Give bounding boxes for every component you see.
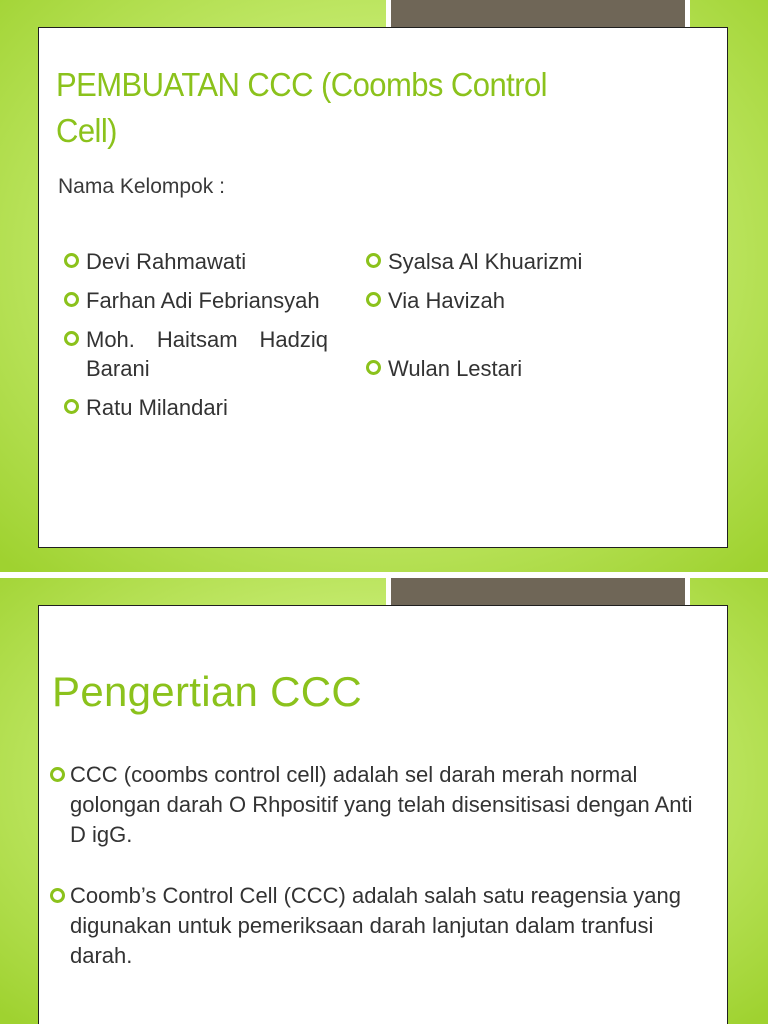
group-label: Nama Kelompok : [58, 175, 225, 198]
member-name: Via Havizah [388, 288, 505, 313]
bullet-ring-icon [366, 253, 381, 268]
slide-title: PEMBUATAN CCC (Coombs Control Cell) [56, 66, 547, 149]
definition-text: Coomb’s Control Cell (CCC) adalah salah satu reagensia yang digunakan untuk pemeriksaan darah lanjutan dalam tranfusi darah. [70, 883, 682, 968]
list-item [366, 286, 666, 315]
slide-2 [0, 578, 768, 1024]
member-name: Syalsa Al Khuarizmi [388, 249, 583, 274]
slide-title: Pengertian CCC [52, 668, 363, 715]
member-name: Farhan Adi Febriansyah [86, 288, 320, 313]
list-item [64, 393, 328, 422]
member-name: Wulan Lestari [388, 356, 523, 381]
list-item [64, 247, 328, 276]
bullet-ring-icon [64, 331, 79, 346]
bullet-ring-icon [366, 292, 381, 307]
member-list-right [366, 247, 666, 393]
bullet-ring-icon [64, 253, 79, 268]
list-item [50, 881, 700, 971]
bullet-ring-icon [50, 767, 65, 782]
bullet-ring-icon [366, 360, 381, 375]
member-name: Ratu Milandari [86, 395, 228, 420]
definition-list [50, 760, 700, 1002]
list-item [50, 760, 700, 850]
member-list-left [64, 247, 328, 432]
definition-text: CCC (coombs control cell) adalah sel darah merah normal golongan darah O Rhpositif yang telah disensitisasi dengan Anti D igG. [70, 762, 693, 847]
bullet-ring-icon [50, 888, 65, 903]
member-name: Moh. Haitsam Hadziq Barani [86, 327, 328, 381]
list-item [64, 286, 328, 315]
member-name: Devi Rahmawati [86, 249, 247, 274]
list-item [366, 354, 666, 383]
list-item [64, 325, 328, 383]
bullet-ring-icon [64, 399, 79, 414]
list-item [366, 247, 666, 276]
bullet-ring-icon [64, 292, 79, 307]
